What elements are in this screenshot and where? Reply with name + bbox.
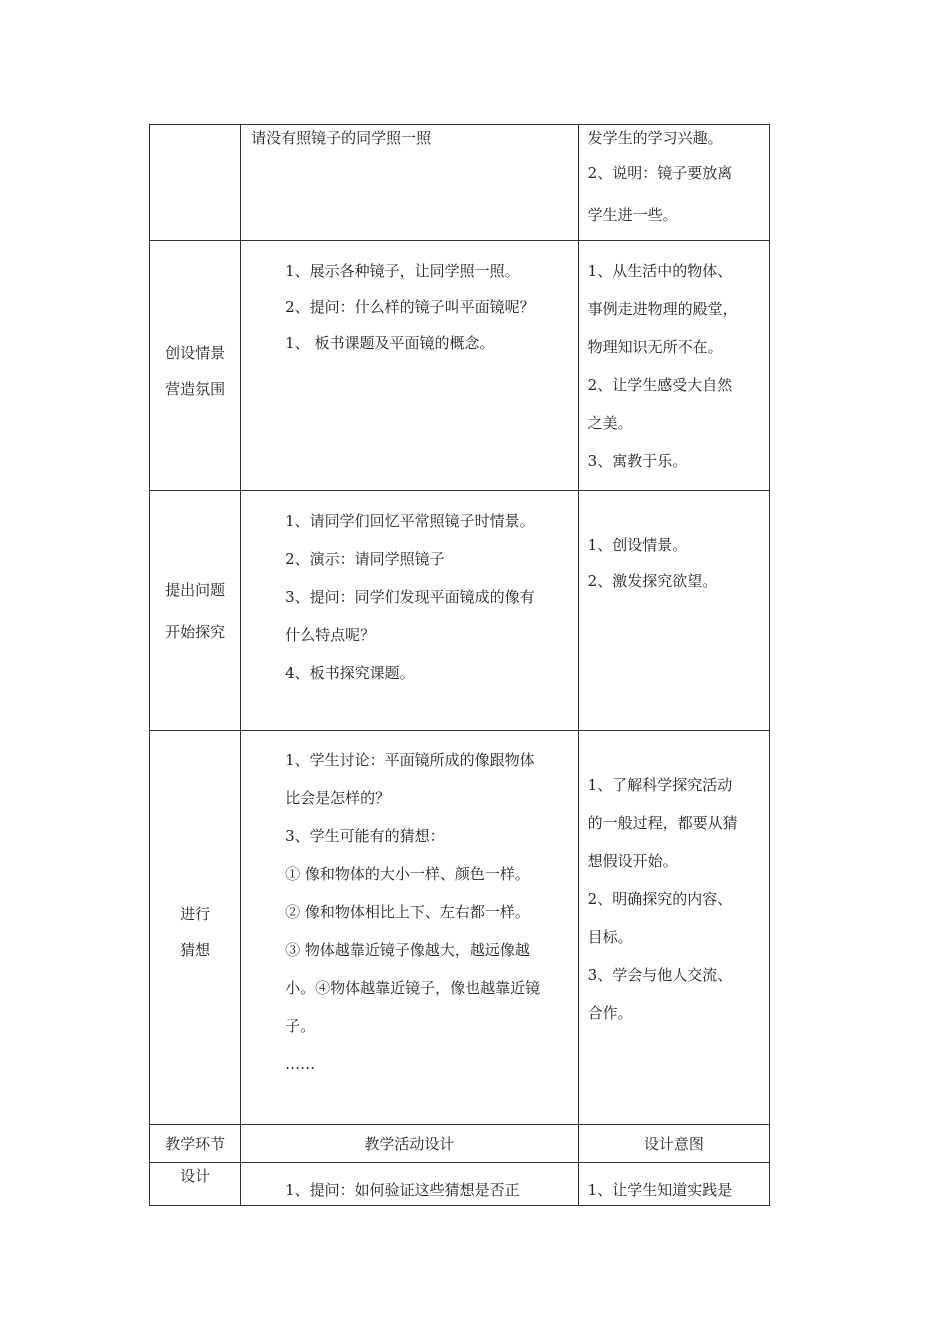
table-row — [150, 491, 770, 731]
activity-line: 1、展示各种镜子，让同学照一照。 — [285, 262, 520, 280]
intent-line: 3、寓教于乐。 — [587, 452, 688, 470]
table-header-row — [150, 1125, 770, 1163]
activity-line: ② 像和物体相比上下、左右都一样。 — [285, 903, 530, 921]
intent-line: 3、学会与他人交流、 — [587, 966, 733, 984]
table-row — [150, 731, 770, 1125]
stage-label: 提出问题 — [165, 580, 226, 599]
stage-cell — [150, 241, 241, 491]
activity-cell — [241, 1163, 579, 1206]
intent-line: 目标。 — [587, 928, 633, 946]
stage-label: 进行 — [180, 904, 211, 923]
intent-line: 2、明确探究的内容、 — [587, 890, 733, 908]
stage-cell — [150, 731, 241, 1125]
intent-cell — [578, 1163, 769, 1206]
activity-cell — [241, 241, 579, 491]
intent-line: 1、让学生知道实践是 — [587, 1181, 733, 1199]
intent-line: 合作。 — [587, 1004, 633, 1022]
intent-line: 事例走进物理的殿堂， — [587, 300, 738, 318]
activity-line: 3、提问：同学们发现平面镜成的像有 — [285, 588, 535, 606]
table-row — [150, 125, 770, 241]
intent-cell — [578, 241, 769, 491]
table-row — [150, 1163, 770, 1206]
intent-line: 之美。 — [587, 414, 633, 432]
header-intent: 设计意图 — [578, 1125, 769, 1163]
stage-label: 设计 — [180, 1167, 211, 1185]
activity-line: 小。④物体越靠近镜子，像也越靠近镜 — [285, 979, 541, 997]
intent-cell — [578, 491, 769, 731]
stage-label: 创设情景 — [165, 343, 226, 362]
header-activity: 教学活动设计 — [241, 1125, 579, 1163]
intent-line: 2、让学生感受大自然 — [587, 376, 733, 394]
stage-cell — [150, 125, 241, 241]
activity-line: 2、提问：什么样的镜子叫平面镜呢？ — [285, 298, 535, 316]
activity-line: 子。 — [285, 1017, 316, 1035]
activity-line: 什么特点呢？ — [285, 626, 376, 644]
intent-cell — [578, 125, 769, 241]
activity-cell — [241, 731, 579, 1125]
activity-cell — [241, 491, 579, 731]
header-stage: 教学环节 — [150, 1125, 241, 1163]
activity-line: 请没有照镜子的同学照一照 — [251, 129, 432, 147]
activity-line: 1、 板书课题及平面镜的概念。 — [285, 334, 495, 352]
intent-cell — [578, 731, 769, 1125]
activity-line: 3、学生可能有的猜想： — [285, 827, 445, 845]
intent-line: 的一般过程，都要从猜 — [587, 814, 738, 832]
stage-cell — [150, 491, 241, 731]
activity-line: ① 像和物体的大小一样、颜色一样。 — [285, 865, 530, 883]
intent-line: 1、了解科学探究活动 — [587, 776, 733, 794]
intent-line: 想假设开始。 — [587, 852, 678, 870]
intent-line: 2、激发探究欲望。 — [587, 572, 718, 590]
activity-line: …… — [285, 1055, 316, 1073]
stage-cell — [150, 1163, 241, 1206]
lesson-plan-table — [149, 124, 770, 1206]
intent-line: 学生进一些。 — [587, 206, 678, 224]
intent-line: 2、说明：镜子要放离 — [587, 164, 733, 182]
intent-line: 1、从生活中的物体、 — [587, 262, 733, 280]
activity-cell — [241, 125, 579, 241]
table-row — [150, 241, 770, 491]
activity-line: 比会是怎样的？ — [285, 789, 391, 807]
intent-line: 物理知识无所不在。 — [587, 338, 723, 356]
activity-line: ③ 物体越靠近镜子像越大，越远像越 — [285, 941, 530, 959]
activity-line: 4、板书探究课题。 — [285, 664, 415, 682]
activity-line: 1、学生讨论：平面镜所成的像跟物体 — [285, 751, 535, 769]
stage-label: 开始探究 — [165, 622, 226, 641]
intent-line: 1、创设情景。 — [587, 536, 688, 554]
activity-line: 1、提问：如何验证这些猜想是否正 — [285, 1181, 520, 1199]
activity-line: 1、请同学们回忆平常照镜子时情景。 — [285, 512, 535, 530]
activity-line: 2、演示：请同学照镜子 — [285, 550, 445, 568]
stage-label: 营造氛围 — [165, 379, 226, 398]
stage-label: 猜想 — [180, 940, 211, 959]
intent-line: 发学生的学习兴趣。 — [587, 129, 723, 147]
